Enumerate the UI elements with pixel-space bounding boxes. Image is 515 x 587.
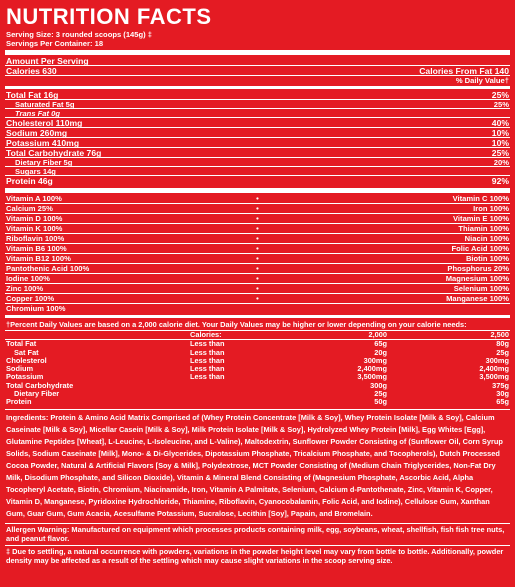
calories-row — [5, 66, 510, 76]
allergen-warning: Allergen Warning: Manufactured on equipment which processes products containing milk, egg, soybeans, wheat, shellfish, fish fish tree nuts, and peanut flavor. — [6, 524, 505, 544]
table-row: Protein 50g 65g — [6, 397, 509, 407]
vitamin-row: Zinc 100% • Selenium 100% — [6, 284, 509, 293]
thick-divider — [5, 188, 510, 193]
vitamin-row: Pantothenic Acid 100% • Phosphorus 20% — [6, 264, 509, 273]
label-title: NUTRITION FACTS — [6, 4, 212, 29]
nutrient-row: Dietary Fiber 5g 20% — [5, 158, 510, 167]
vitamin-row: Copper 100% • Manganese 100% — [6, 294, 509, 303]
daily-value-table — [5, 331, 510, 407]
nutrient-row: Cholesterol 110mg 40% — [6, 118, 509, 128]
table-row: Total Carbohydrate 300g 375g — [6, 380, 509, 390]
nutrient-row: Sodium 260mg 10% — [6, 128, 509, 138]
nutrient-row: Trans Fat 0g — [5, 109, 510, 118]
nutrient-row: Total Fat 16g 25% — [6, 90, 509, 100]
table-row: Total Fat Less than 65g 80g — [6, 339, 509, 349]
vitamin-row: Iodine 100% • Magnesium 100% — [6, 274, 509, 283]
medium-divider — [5, 315, 510, 318]
vitamin-row: Vitamin B12 100% • Biotin 100% — [6, 254, 509, 263]
thick-divider — [5, 50, 510, 55]
vitamin-row: Chromium 100% — [6, 304, 66, 313]
vitamin-row: Calcium 25% • Iron 100% — [6, 204, 509, 213]
calories-from-fat: Calories From Fat 140 — [419, 66, 509, 76]
nutrient-row: Sugars 14g — [5, 167, 510, 176]
table-row: Dietary Fiber 25g 30g — [14, 389, 509, 399]
amount-per-serving: Amount Per Serving — [5, 56, 510, 66]
vitamin-row: Riboflavin 100% • Niacin 100% — [6, 234, 509, 243]
vitamin-list — [5, 194, 510, 314]
vitamin-row: Vitamin D 100% • Vitamin E 100% — [6, 214, 509, 223]
nutrient-row: Saturated Fat 5g 25% — [5, 100, 510, 109]
nutrient-row: Total Carbohydrate 76g 25% — [6, 148, 509, 158]
servings-per-container: Servings Per Container: 18 — [6, 39, 104, 48]
calories-label: Calories 630 — [6, 66, 57, 76]
table-row: Cholesterol Less than 300mg 300mg — [6, 355, 509, 365]
table-row: Sat Fat Less than 20g 25g — [14, 347, 509, 357]
vitamin-row: Vitamin B6 100% • Folic Acid 100% — [6, 244, 509, 253]
table-row: Potassium Less than 3,500mg 3,500mg — [6, 372, 509, 382]
serving-size: Serving Size: 3 rounded scoops (145g) ‡ — [6, 30, 153, 39]
nutrient-row: Potassium 410mg 10% — [6, 138, 509, 148]
dv-header: % Daily Value† — [455, 76, 509, 85]
ingredients-text: Ingredients: Protein & Amino Acid Matrix Comprised of (Whey Protein Concentrate [Milk & Soy], Whey Protein Isolate [Milk & Soy], Calcium Caseinate [Milk & Soy], Micellar Casein [Milk & Soy], Milk Protein Isolate [Milk & Soy], Hydrolyzed Whey Protein [Milk], Egg Whites [Egg], Glutamine Peptides [Wheat], L-Leucine, L-Isoleucine, and L-Valine), Maltodextrin, Sunflower Powder Consisting of (Sunflower Oil, Corn Syrup Solids, Sodium Caseinate [Milk], Mono- & Di-Glycerides, Dipotassium Phosphate, Tricalcium Phosphate, and Tocopherols), Dutch Processed Cocoa Powder, Natural & Artificial Flavors [Soy & Milk], Polydextrose, MCT Powder Consisting of (Medium Chain Triglycerides, Non-Fat Dry Milk, Disodium Phosphate, and Silicon Dioxide), Vitamin & Mineral Blend Consisting of (Magnesium Phosphate, Ascorbic Acid, Alpha Tocopheryl Acetate, Biotin, Chromium, Niacinamide, Iron, Vitamin A Palmitate, Selenium, Calcium d-Pantothenate, Zinc, Vitamin K, Copper, Vitamin D, Manganese, Pyridoxine Hydrochloride, Thiamine, Riboflavin, Cyanocobalamin, Folic Acid, and Iodine), Cellulose Gum, Xanthan Gum, Guar Gum, Gum Acacia, Acesulfame Potassium, Sucralose, Lecithin [Soy], Papain, and Bromelain. — [6, 412, 503, 519]
medium-divider — [5, 86, 510, 89]
vitamin-row: Vitamin K 100% • Thiamin 100% — [6, 224, 509, 233]
table-row: Sodium Less than 2,400mg 2,400mg — [6, 364, 509, 374]
table-header-row: Calories: 2,000 2,500 — [5, 331, 510, 340]
vitamin-row: Vitamin A 100% • Vitamin C 100% — [6, 194, 509, 203]
dv-header-row — [5, 76, 510, 85]
settling-note: ‡ Due to settling, a natural occurrence with powders, variations in the powder height level may vary from bottle to bottle. Additionally, powder density may be affected as a result of the settling which may cause slight variations in the scoop serving size. — [6, 546, 504, 566]
daily-value-footnote: †Percent Daily Values are based on a 2,000 calorie diet. Your Daily Values may be higher or lower depending on your calorie needs: — [6, 320, 467, 329]
nutrient-row: Protein 46g 92% — [6, 176, 509, 186]
